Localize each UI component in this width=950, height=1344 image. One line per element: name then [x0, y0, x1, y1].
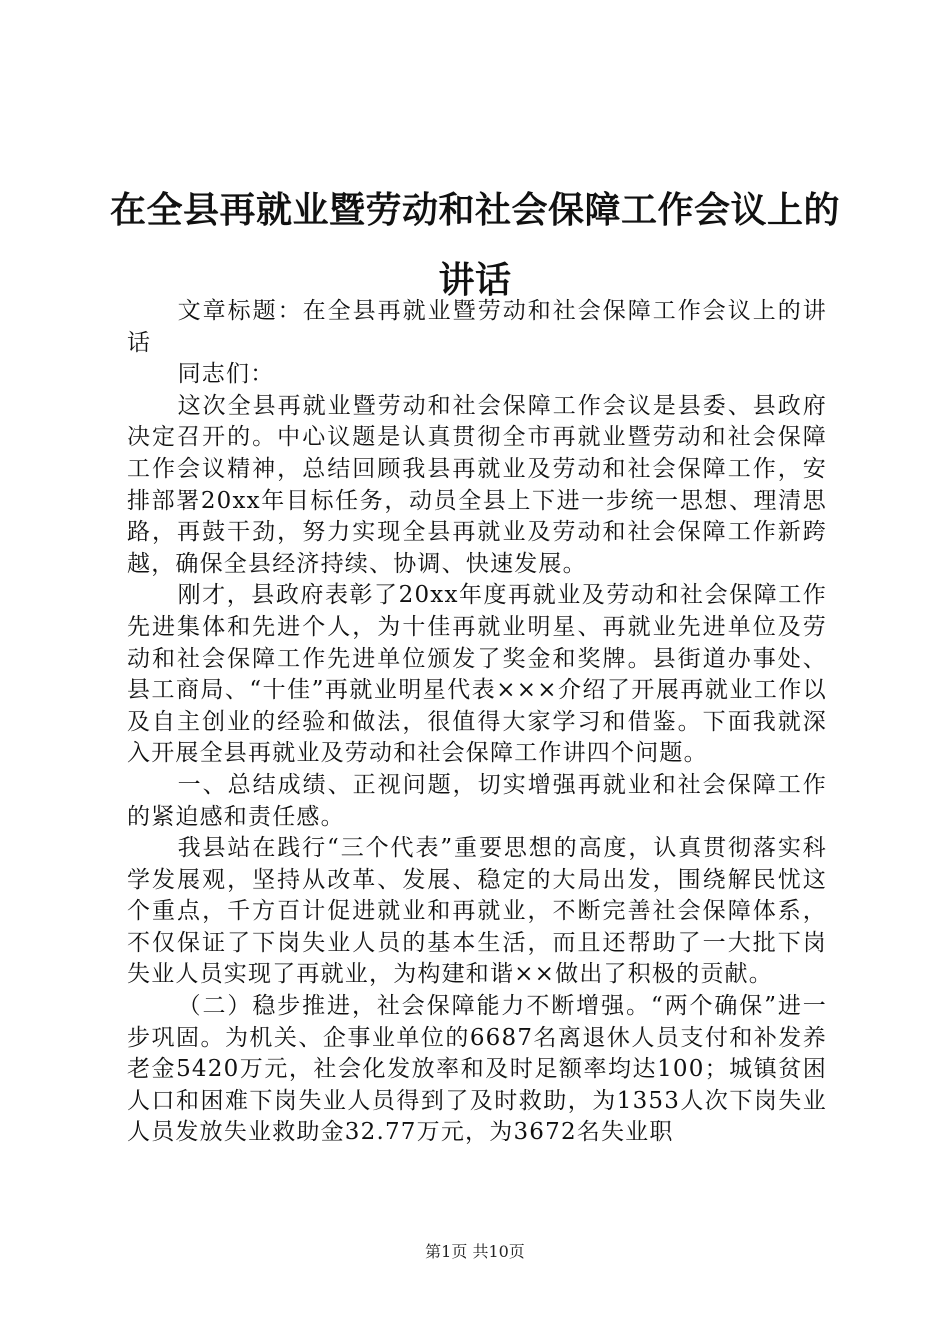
document-title: 在全县再就业暨劳动和社会保障工作会议上的讲话: [110, 190, 841, 301]
page-footer: 第1页 共10页: [425, 1242, 525, 1261]
body-paragraph: （二）稳步推进，社会保障能力不断增强。“两个确保”进一步巩固。为机关、企事业单位的6687名离退休人员支付和补发养老金5420万元，社会化发放率和及时足额率均达100；城镇贫困人口和困难下岗失业人员得到了及时救助，为1353人次下岗失业人员发放失业救助金32.77万元，为3672名失业职: [127, 993, 827, 1146]
section-heading: 一、总结成绩、正视问题，切实增强再就业和社会保障工作的紧迫感和责任感。: [127, 771, 827, 830]
document-body: [127, 296, 827, 1149]
body-paragraph: 这次全县再就业暨劳动和社会保障工作会议是县委、县政府决定召开的。中心议题是认真贯彻全市再就业暨劳动和社会保障工作会议精神，总结回顾我县再就业及劳动和社会保障工作，安排部署20xx年目标任务，动员全县上下进一步统一思想、理清思路，再鼓干劲，努力实现全县再就业及劳动和社会保障工作新跨越，确保全县经济持续、协调、快速发展。: [127, 392, 827, 577]
article-title-line: 文章标题：在全县再就业暨劳动和社会保障工作会议上的讲话: [127, 298, 827, 356]
body-paragraph: 我县站在践行“三个代表”重要思想的高度，认真贯彻落实科学发展观，坚持从改革、发展、稳定的大局出发，围绕解民忧这个重点，千方百计促进就业和再就业，不断完善社会保障体系，不仅保证了下岗失业人员的基本生活，而且还帮助了一大批下岗失业人员实现了再就业，为构建和谐××做出了积极的贡献。: [127, 835, 827, 988]
body-paragraph: 刚才，县政府表彰了20xx年度再就业及劳动和社会保障工作先进集体和先进个人，为十佳再就业明星、再就业先进单位及劳动和社会保障工作先进单位颁发了奖金和奖牌。县街道办事处、县工商局、“十佳”再就业明星代表×××介绍了开展再就业工作以及自主创业的经验和做法，很值得大家学习和借鉴。下面我就深入开展全县再就业及劳动和社会保障工作讲四个问题。: [127, 582, 827, 767]
salutation: 同志们：: [177, 361, 275, 388]
